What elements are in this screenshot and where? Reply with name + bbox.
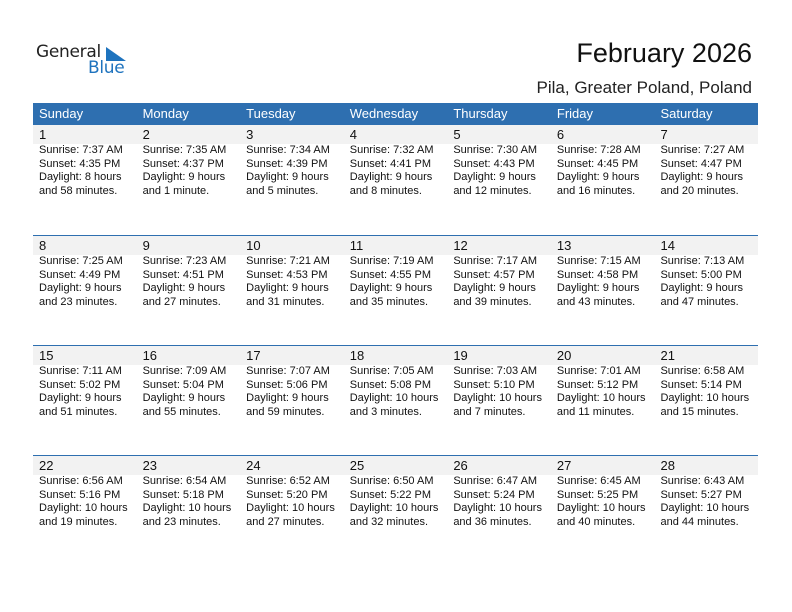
weekday-header-saturday: Saturday <box>660 106 713 121</box>
day-number: 26 <box>447 456 551 475</box>
day-number: 28 <box>654 456 758 475</box>
daylight-minutes: and 3 minutes. <box>349 405 422 418</box>
sunrise-time: Sunrise: 7:13 AM <box>660 255 745 267</box>
daylight-minutes: and 47 minutes. <box>660 295 739 308</box>
weekday-header-wednesday: Wednesday <box>349 106 419 121</box>
daylight-minutes: and 32 minutes. <box>349 515 429 528</box>
day-cell <box>551 456 655 529</box>
daylight-hours: Daylight: 9 hours <box>246 171 329 184</box>
sunset-time: Sunset: 5:22 PM <box>349 488 432 501</box>
daylight-minutes: and 15 minutes. <box>660 405 739 418</box>
sunrise-time: Sunrise: 7:30 AM <box>453 144 538 156</box>
day-number: 3 <box>240 125 344 144</box>
sunrise-time: Sunrise: 7:19 AM <box>349 255 434 267</box>
sunrise-time: Sunrise: 7:09 AM <box>142 365 227 377</box>
day-cell <box>240 456 344 529</box>
day-cell <box>344 125 448 198</box>
day-cell <box>240 125 344 198</box>
daylight-minutes: and 1 minute. <box>142 184 210 197</box>
day-number: 21 <box>654 346 758 365</box>
daylight-minutes: and 5 minutes. <box>246 184 319 197</box>
sunset-time: Sunset: 5:10 PM <box>453 378 535 391</box>
daylight-hours: Daylight: 10 hours <box>39 502 128 515</box>
daylight-minutes: and 12 minutes. <box>453 184 532 197</box>
day-number: 20 <box>551 346 655 365</box>
daylight-minutes: and 20 minutes. <box>660 184 739 197</box>
sunrise-time: Sunrise: 6:58 AM <box>660 365 745 377</box>
day-number: 23 <box>137 456 241 475</box>
sunrise-time: Sunrise: 6:43 AM <box>660 475 745 487</box>
location-subtitle: Pila, Greater Poland, Poland <box>536 78 752 97</box>
day-cell <box>654 346 758 419</box>
day-number: 17 <box>240 346 344 365</box>
day-number: 7 <box>654 125 758 144</box>
daylight-minutes: and 8 minutes. <box>349 184 422 197</box>
day-number: 11 <box>344 236 448 255</box>
calendar-weeks <box>33 125 758 565</box>
sunrise-time: Sunrise: 7:32 AM <box>349 144 434 156</box>
day-number: 22 <box>33 456 137 475</box>
daylight-minutes: and 51 minutes. <box>39 405 118 418</box>
daylight-hours: Daylight: 10 hours <box>660 502 750 515</box>
day-number: 10 <box>240 236 344 255</box>
day-number: 18 <box>344 346 448 365</box>
daylight-hours: Daylight: 9 hours <box>660 282 744 295</box>
page-title: February 2026 <box>576 38 752 68</box>
daylight-hours: Daylight: 9 hours <box>660 171 744 184</box>
sunrise-time: Sunrise: 6:45 AM <box>556 475 641 487</box>
day-cell <box>240 236 344 309</box>
weekday-header-friday: Friday <box>556 106 594 121</box>
daylight-minutes: and 19 minutes. <box>39 515 118 528</box>
day-cell <box>447 456 551 529</box>
daylight-minutes: and 23 minutes. <box>142 515 221 528</box>
daylight-hours: Daylight: 9 hours <box>142 282 226 295</box>
sunrise-time: Sunrise: 7:21 AM <box>246 255 330 267</box>
sunset-time: Sunset: 4:49 PM <box>39 268 121 281</box>
daylight-minutes: and 36 minutes. <box>453 515 532 528</box>
sunrise-time: Sunrise: 7:23 AM <box>142 255 227 267</box>
sunset-time: Sunset: 4:45 PM <box>556 157 639 170</box>
sunset-time: Sunset: 5:06 PM <box>246 378 328 391</box>
sunrise-time: Sunrise: 7:35 AM <box>142 144 227 156</box>
day-number: 4 <box>344 125 448 144</box>
daylight-hours: Daylight: 9 hours <box>246 392 329 405</box>
calendar-grid <box>33 103 758 565</box>
sunrise-time: Sunrise: 7:27 AM <box>660 144 745 156</box>
day-cell <box>33 456 137 529</box>
sunrise-time: Sunrise: 7:17 AM <box>453 255 538 267</box>
day-number: 12 <box>447 236 551 255</box>
daylight-hours: Daylight: 9 hours <box>142 392 226 405</box>
weekday-header-monday: Monday <box>142 106 189 121</box>
sunrise-time: Sunrise: 7:34 AM <box>246 144 330 156</box>
daylight-minutes: and 59 minutes. <box>246 405 325 418</box>
weekday-header-tuesday: Tuesday <box>246 106 296 121</box>
daylight-hours: Daylight: 9 hours <box>556 282 640 295</box>
day-cell <box>137 125 241 198</box>
day-cell <box>447 346 551 419</box>
sunrise-time: Sunrise: 6:52 AM <box>246 475 330 487</box>
sunset-time: Sunset: 5:25 PM <box>556 488 639 501</box>
sunset-time: Sunset: 5:00 PM <box>660 268 742 281</box>
daylight-minutes: and 16 minutes. <box>556 184 636 197</box>
sunrise-time: Sunrise: 7:01 AM <box>556 365 641 377</box>
day-cell <box>344 346 448 419</box>
day-cell <box>240 346 344 419</box>
daylight-hours: Daylight: 9 hours <box>39 392 122 405</box>
sunrise-time: Sunrise: 6:56 AM <box>39 475 123 487</box>
day-cell <box>137 236 241 309</box>
sunrise-time: Sunrise: 7:25 AM <box>39 255 123 267</box>
day-number: 5 <box>447 125 551 144</box>
day-number: 24 <box>240 456 344 475</box>
sunrise-time: Sunrise: 7:15 AM <box>556 255 641 267</box>
daylight-minutes: and 44 minutes. <box>660 515 739 528</box>
day-cell <box>33 236 137 309</box>
sunset-time: Sunset: 5:24 PM <box>453 488 535 501</box>
daylight-hours: Daylight: 10 hours <box>453 502 542 515</box>
sunrise-time: Sunrise: 7:28 AM <box>556 144 641 156</box>
daylight-minutes: and 27 minutes. <box>246 515 325 528</box>
sunrise-time: Sunrise: 6:47 AM <box>453 475 538 487</box>
day-cell <box>654 456 758 529</box>
weekday-header-row <box>33 103 758 125</box>
daylight-minutes: and 27 minutes. <box>142 295 221 308</box>
sunset-time: Sunset: 5:08 PM <box>349 378 432 391</box>
day-cell <box>33 125 137 198</box>
logo <box>36 42 136 82</box>
daylight-hours: Daylight: 9 hours <box>453 171 536 184</box>
day-cell <box>344 236 448 309</box>
sunset-time: Sunset: 4:47 PM <box>660 157 742 170</box>
day-number: 9 <box>137 236 241 255</box>
calendar-week-row <box>33 455 758 565</box>
day-number: 14 <box>654 236 758 255</box>
sunset-time: Sunset: 4:57 PM <box>453 268 535 281</box>
day-cell <box>137 346 241 419</box>
day-cell <box>447 236 551 309</box>
daylight-minutes: and 39 minutes. <box>453 295 532 308</box>
day-cell <box>551 236 655 309</box>
day-number: 8 <box>33 236 137 255</box>
daylight-hours: Daylight: 9 hours <box>349 282 433 295</box>
day-number: 27 <box>551 456 655 475</box>
daylight-hours: Daylight: 10 hours <box>349 392 439 405</box>
sunset-time: Sunset: 5:27 PM <box>660 488 742 501</box>
weekday-header-thursday: Thursday <box>453 106 508 121</box>
calendar-week-row <box>33 345 758 455</box>
day-cell <box>654 236 758 309</box>
daylight-hours: Daylight: 9 hours <box>453 282 536 295</box>
day-number: 19 <box>447 346 551 365</box>
sunset-time: Sunset: 4:39 PM <box>246 157 328 170</box>
sunrise-time: Sunrise: 7:03 AM <box>453 365 538 377</box>
daylight-minutes: and 58 minutes. <box>39 184 118 197</box>
day-cell <box>137 456 241 529</box>
daylight-hours: Daylight: 8 hours <box>39 171 122 184</box>
daylight-minutes: and 35 minutes. <box>349 295 429 308</box>
sunset-time: Sunset: 5:18 PM <box>142 488 224 501</box>
daylight-hours: Daylight: 10 hours <box>246 502 335 515</box>
sunset-time: Sunset: 4:43 PM <box>453 157 535 170</box>
logo-text-blue: Blue <box>88 58 125 78</box>
sunrise-time: Sunrise: 7:05 AM <box>349 365 434 377</box>
day-number: 6 <box>551 125 655 144</box>
daylight-minutes: and 31 minutes. <box>246 295 325 308</box>
daylight-hours: Daylight: 10 hours <box>556 392 646 405</box>
day-number: 2 <box>137 125 241 144</box>
daylight-minutes: and 11 minutes. <box>556 405 635 418</box>
sunset-time: Sunset: 5:16 PM <box>39 488 121 501</box>
sunset-time: Sunset: 5:12 PM <box>556 378 639 391</box>
day-cell <box>447 125 551 198</box>
sunset-time: Sunset: 5:14 PM <box>660 378 742 391</box>
daylight-minutes: and 40 minutes. <box>556 515 636 528</box>
day-number: 15 <box>33 346 137 365</box>
sunset-time: Sunset: 4:41 PM <box>349 157 432 170</box>
sunrise-time: Sunrise: 7:37 AM <box>39 144 123 156</box>
day-number: 16 <box>137 346 241 365</box>
daylight-minutes: and 23 minutes. <box>39 295 118 308</box>
sunset-time: Sunset: 4:37 PM <box>142 157 224 170</box>
sunset-time: Sunset: 5:20 PM <box>246 488 328 501</box>
daylight-hours: Daylight: 10 hours <box>660 392 750 405</box>
day-cell <box>551 125 655 198</box>
daylight-minutes: and 55 minutes. <box>142 405 221 418</box>
daylight-hours: Daylight: 10 hours <box>453 392 542 405</box>
logo-text-general: General <box>36 42 101 62</box>
sunset-time: Sunset: 5:02 PM <box>39 378 121 391</box>
day-number: 1 <box>33 125 137 144</box>
daylight-hours: Daylight: 10 hours <box>142 502 232 515</box>
daylight-hours: Daylight: 9 hours <box>556 171 640 184</box>
weekday-header-sunday: Sunday <box>39 106 84 121</box>
sunset-time: Sunset: 4:35 PM <box>39 157 121 170</box>
sunrise-time: Sunrise: 7:11 AM <box>39 365 122 377</box>
daylight-hours: Daylight: 10 hours <box>556 502 646 515</box>
sunset-time: Sunset: 4:53 PM <box>246 268 328 281</box>
daylight-hours: Daylight: 10 hours <box>349 502 439 515</box>
daylight-hours: Daylight: 9 hours <box>349 171 433 184</box>
sunrise-time: Sunrise: 6:54 AM <box>142 475 227 487</box>
daylight-hours: Daylight: 9 hours <box>39 282 122 295</box>
day-number: 13 <box>551 236 655 255</box>
daylight-minutes: and 43 minutes. <box>556 295 636 308</box>
sunrise-time: Sunrise: 6:50 AM <box>349 475 434 487</box>
sunset-time: Sunset: 4:51 PM <box>142 268 224 281</box>
calendar-week-row <box>33 125 758 235</box>
daylight-minutes: and 7 minutes. <box>453 405 526 418</box>
sunrise-time: Sunrise: 7:07 AM <box>246 365 330 377</box>
sunset-time: Sunset: 5:04 PM <box>142 378 224 391</box>
day-cell <box>654 125 758 198</box>
sunset-time: Sunset: 4:55 PM <box>349 268 432 281</box>
day-cell <box>33 346 137 419</box>
calendar-week-row <box>33 235 758 345</box>
daylight-hours: Daylight: 9 hours <box>246 282 329 295</box>
day-cell <box>344 456 448 529</box>
day-cell <box>551 346 655 419</box>
day-number: 25 <box>344 456 448 475</box>
sunset-time: Sunset: 4:58 PM <box>556 268 639 281</box>
daylight-hours: Daylight: 9 hours <box>142 171 226 184</box>
